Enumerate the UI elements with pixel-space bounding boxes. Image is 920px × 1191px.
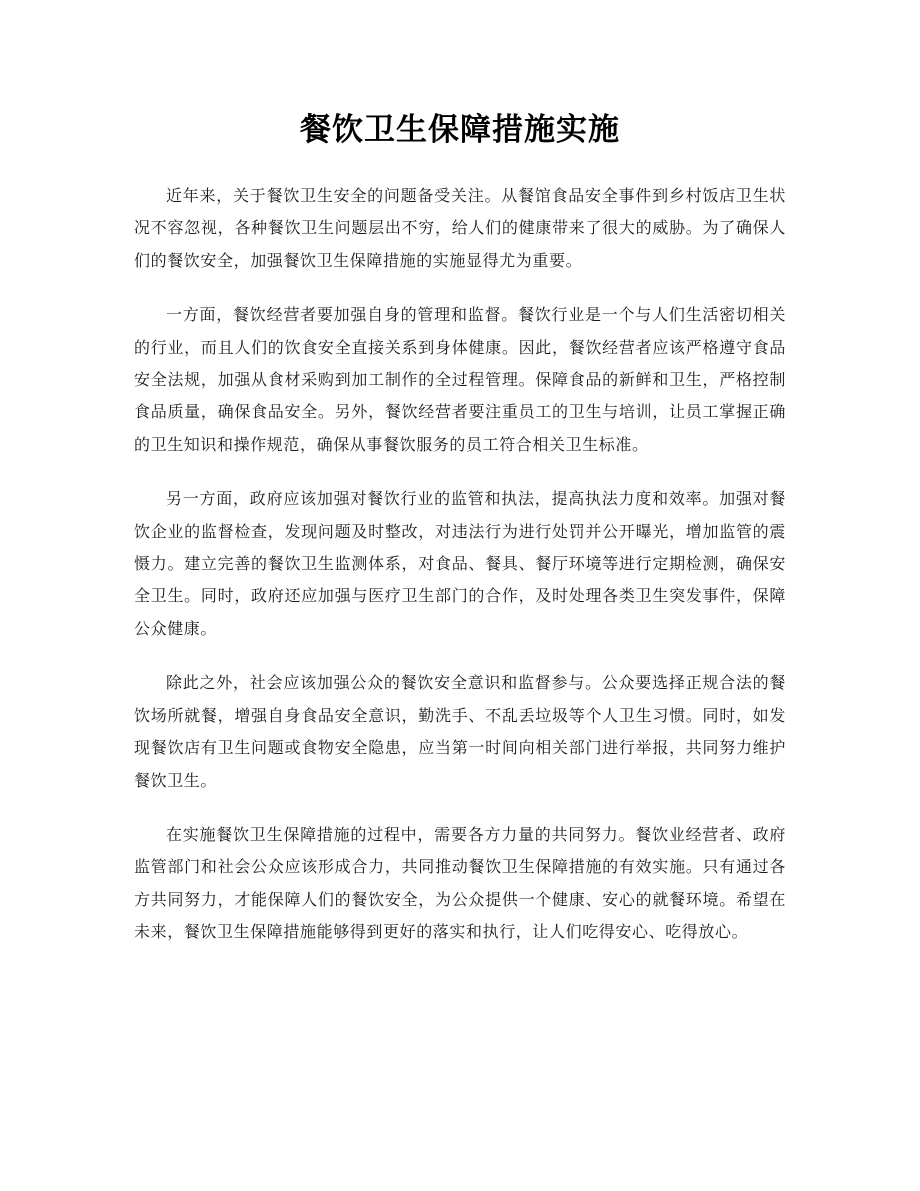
document-title: 餐饮卫生保障措施实施 [300, 112, 620, 148]
paragraph-1: 近年来，关于餐饮卫生安全的问题备受关注。从餐馆食品安全事件到乡村饭店卫生状况不容忽视，各种餐饮卫生问题层出不穷，给人们的健康带来了很大的威胁。为了确保人们的餐饮安全，加强餐饮卫生保障措施的实施显得尤为重要。 [134, 186, 786, 270]
document-body [134, 180, 786, 971]
paragraph-2: 一方面，餐饮经营者要加强自身的管理和监督。餐饮行业是一个与人们生活密切相关的行业，而且人们的饮食安全直接关系到身体健康。因此，餐饮经营者应该严格遵守食品安全法规，加强从食材采购到加工制作的全过程管理。保障食品的新鲜和卫生，严格控制食品质量，确保食品安全。另外，餐饮经营者要注重员工的卫生与培训，让员工掌握正确的卫生知识和操作规范，确保从事餐饮服务的员工符合相关卫生标准。 [134, 305, 786, 454]
paragraph-3: 另一方面，政府应该加强对餐饮行业的监管和执法，提高执法力度和效率。加强对餐饮企业的监督检查，发现问题及时整改，对违法行为进行处罚并公开曝光，增加监管的震慑力。建立完善的餐饮卫生监测体系，对食品、餐具、餐厅环境等进行定期检测，确保安全卫生。同时，政府还应加强与医疗卫生部门的合作，及时处理各类卫生突发事件，保障公众健康。 [134, 489, 786, 638]
paragraph-5: 在实施餐饮卫生保障措施的过程中，需要各方力量的共同努力。餐饮业经营者、政府监管部门和社会公众应该形成合力，共同推动餐饮卫生保障措施的有效实施。只有通过各方共同努力，才能保障人们的餐饮安全，为公众提供一个健康、安心的就餐环境。希望在未来，餐饮卫生保障措施能够得到更好的落实和执行，让人们吃得安心、吃得放心。 [134, 824, 786, 942]
paragraph-4: 除此之外，社会应该加强公众的餐饮安全意识和监督参与。公众要选择正规合法的餐饮场所就餐，增强自身食品安全意识，勤洗手、不乱丢垃圾等个人卫生习惯。同时，如发现餐饮店有卫生问题或食物安全隐患，应当第一时间向相关部门进行举报，共同努力维护餐饮卫生。 [134, 673, 786, 790]
